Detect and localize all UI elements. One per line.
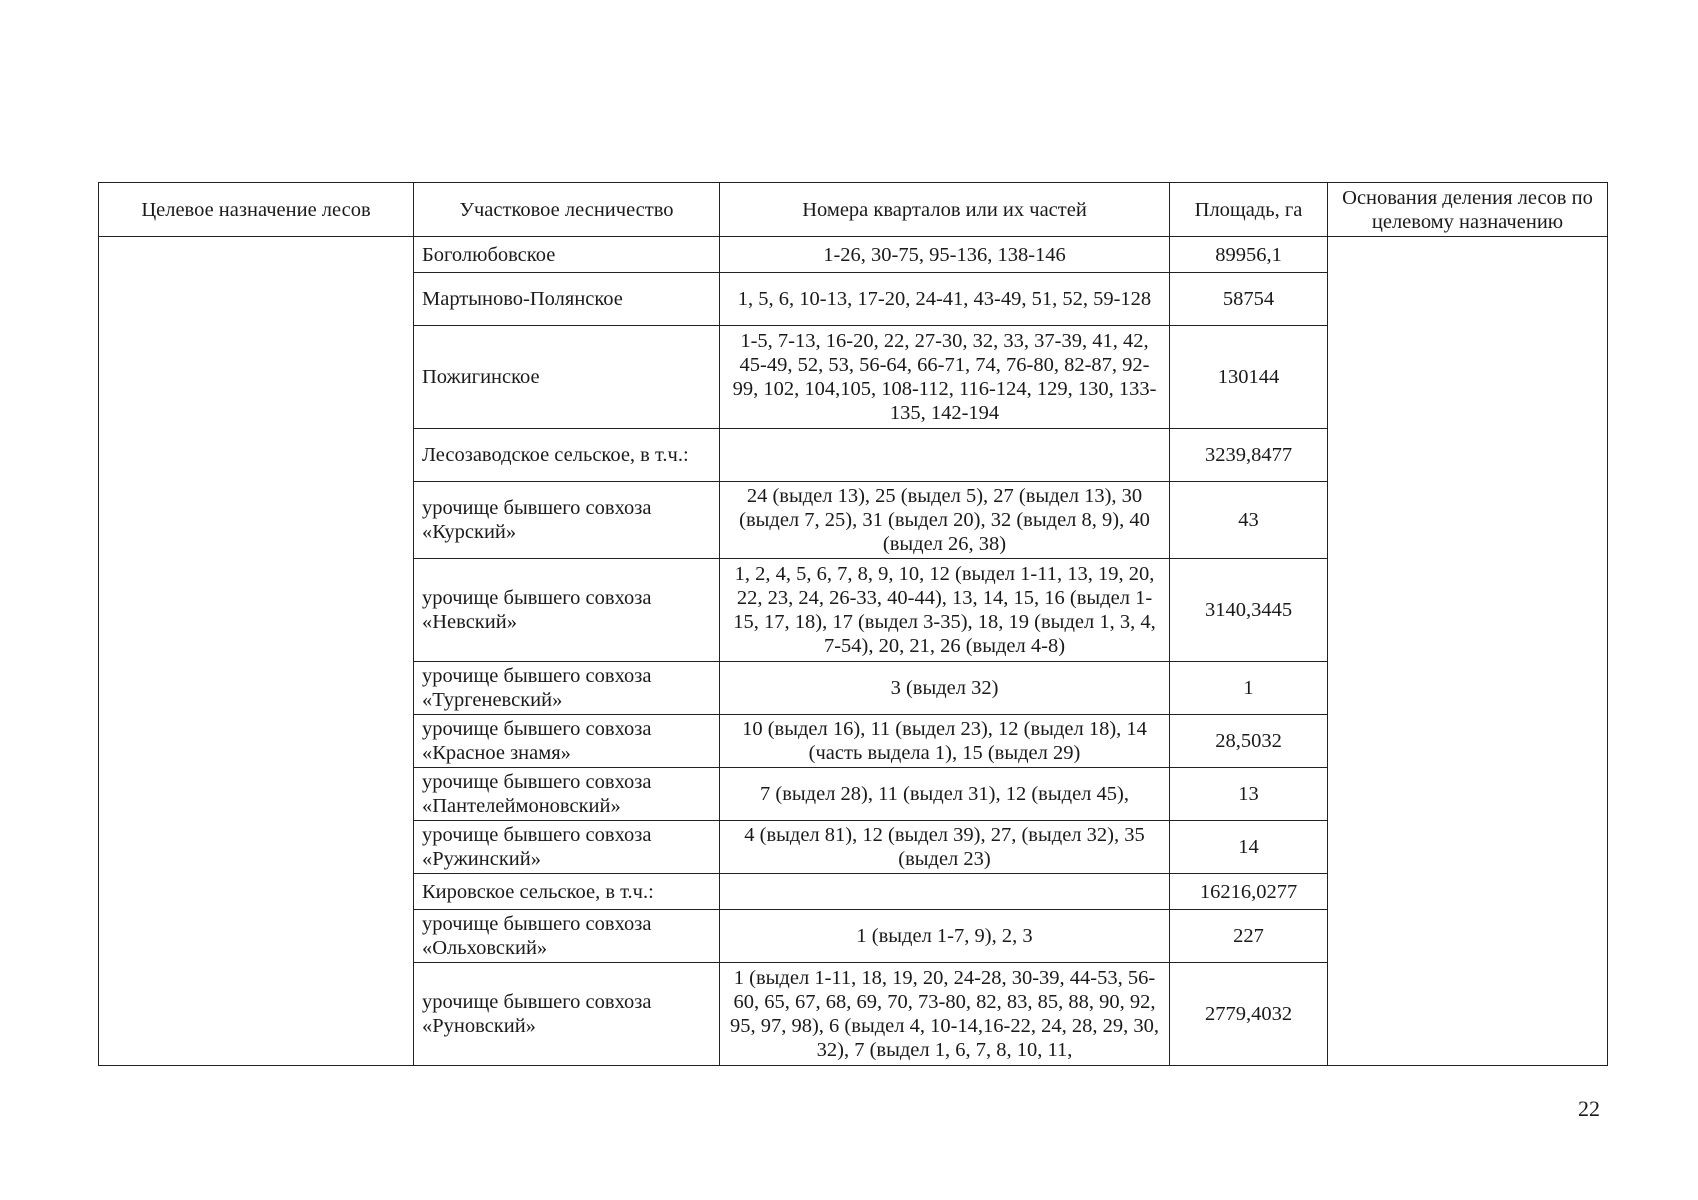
quarters-cell bbox=[720, 874, 1170, 910]
area-cell: 16216,0277 bbox=[1170, 874, 1328, 910]
quarters-cell: 4 (выдел 81), 12 (выдел 39), 27, (выдел 32), 35 (выдел 23) bbox=[720, 821, 1170, 874]
quarters-cell: 7 (выдел 28), 11 (выдел 31), 12 (выдел 45), bbox=[720, 768, 1170, 821]
area-cell: 1 bbox=[1170, 662, 1328, 715]
header-quarters: Номера кварталов или их частей bbox=[720, 183, 1170, 237]
quarters-cell: 10 (выдел 16), 11 (выдел 23), 12 (выдел 18), 14 (часть выдела 1), 15 (выдел 29) bbox=[720, 715, 1170, 768]
district-cell: урочище бывшего совхоза «Невский» bbox=[414, 559, 720, 662]
district-cell: урочище бывшего совхоза «Пантелеймоновский» bbox=[414, 768, 720, 821]
purpose-cell bbox=[99, 237, 414, 1066]
quarters-cell: 24 (выдел 13), 25 (выдел 5), 27 (выдел 13), 30 (выдел 7, 25), 31 (выдел 20), 32 (выдел 8, 9), 40 (выдел 26, 38) bbox=[720, 482, 1170, 559]
district-cell: Боголюбовское bbox=[414, 237, 720, 273]
district-cell: Кировское сельское, в т.ч.: bbox=[414, 874, 720, 910]
table-row bbox=[99, 237, 1608, 273]
area-cell: 130144 bbox=[1170, 326, 1328, 429]
area-cell: 3239,8477 bbox=[1170, 429, 1328, 482]
district-cell: урочище бывшего совхоза «Тургеневский» bbox=[414, 662, 720, 715]
area-cell: 28,5032 bbox=[1170, 715, 1328, 768]
area-cell: 14 bbox=[1170, 821, 1328, 874]
header-district: Участковое лесничество bbox=[414, 183, 720, 237]
district-cell: урочище бывшего совхоза «Красное знамя» bbox=[414, 715, 720, 768]
basis-cell bbox=[1328, 237, 1608, 1066]
quarters-cell: 1-5, 7-13, 16-20, 22, 27-30, 32, 33, 37-39, 41, 42, 45-49, 52, 53, 56-64, 66-71, 74, 76-80, 82-87, 92-99, 102, 104,105, 108-112, 116-124, 129, 130, 133-135, 142-194 bbox=[720, 326, 1170, 429]
header-basis: Основания деления лесов по целевому назначению bbox=[1328, 183, 1608, 237]
header-purpose: Целевое назначение лесов bbox=[99, 183, 414, 237]
quarters-cell: 1 (выдел 1-11, 18, 19, 20, 24-28, 30-39, 44-53, 56-60, 65, 67, 68, 69, 70, 73-80, 82, 83, 85, 88, 90, 92, 95, 97, 98), 6 (выдел 4, 10-14,16-22, 24, 28, 29, 30, 32), 7 (выдел 1, 6, 7, 8, 10, 11, bbox=[720, 963, 1170, 1066]
area-cell: 2779,4032 bbox=[1170, 963, 1328, 1066]
area-cell: 58754 bbox=[1170, 273, 1328, 326]
table-header-row bbox=[99, 183, 1608, 237]
quarters-cell: 1 (выдел 1-7, 9), 2, 3 bbox=[720, 910, 1170, 963]
district-cell: урочище бывшего совхоза «Ружинский» bbox=[414, 821, 720, 874]
header-area: Площадь, га bbox=[1170, 183, 1328, 237]
quarters-cell: 3 (выдел 32) bbox=[720, 662, 1170, 715]
district-cell: Пожигинское bbox=[414, 326, 720, 429]
page-number: 22 bbox=[1578, 1096, 1600, 1121]
area-cell: 13 bbox=[1170, 768, 1328, 821]
quarters-cell: 1, 2, 4, 5, 6, 7, 8, 9, 10, 12 (выдел 1-11, 13, 19, 20, 22, 23, 24, 26-33, 40-44), 13, 14, 15, 16 (выдел 1-15, 17, 18), 17 (выдел 3-35), 18, 19 (выдел 1, 3, 4, 7-54), 20, 21, 26 (выдел 4-8) bbox=[720, 559, 1170, 662]
district-cell: урочище бывшего совхоза «Курский» bbox=[414, 482, 720, 559]
district-cell: Лесозаводское сельское, в т.ч.: bbox=[414, 429, 720, 482]
area-cell: 227 bbox=[1170, 910, 1328, 963]
quarters-cell bbox=[720, 429, 1170, 482]
quarters-cell: 1-26, 30-75, 95-136, 138-146 bbox=[720, 237, 1170, 273]
area-cell: 3140,3445 bbox=[1170, 559, 1328, 662]
forest-purpose-table bbox=[98, 182, 1608, 1066]
area-cell: 89956,1 bbox=[1170, 237, 1328, 273]
area-cell: 43 bbox=[1170, 482, 1328, 559]
district-cell: урочище бывшего совхоза «Ольховский» bbox=[414, 910, 720, 963]
district-cell: Мартыново-Полянское bbox=[414, 273, 720, 326]
district-cell: урочище бывшего совхоза «Руновский» bbox=[414, 963, 720, 1066]
quarters-cell: 1, 5, 6, 10-13, 17-20, 24-41, 43-49, 51, 52, 59-128 bbox=[720, 273, 1170, 326]
